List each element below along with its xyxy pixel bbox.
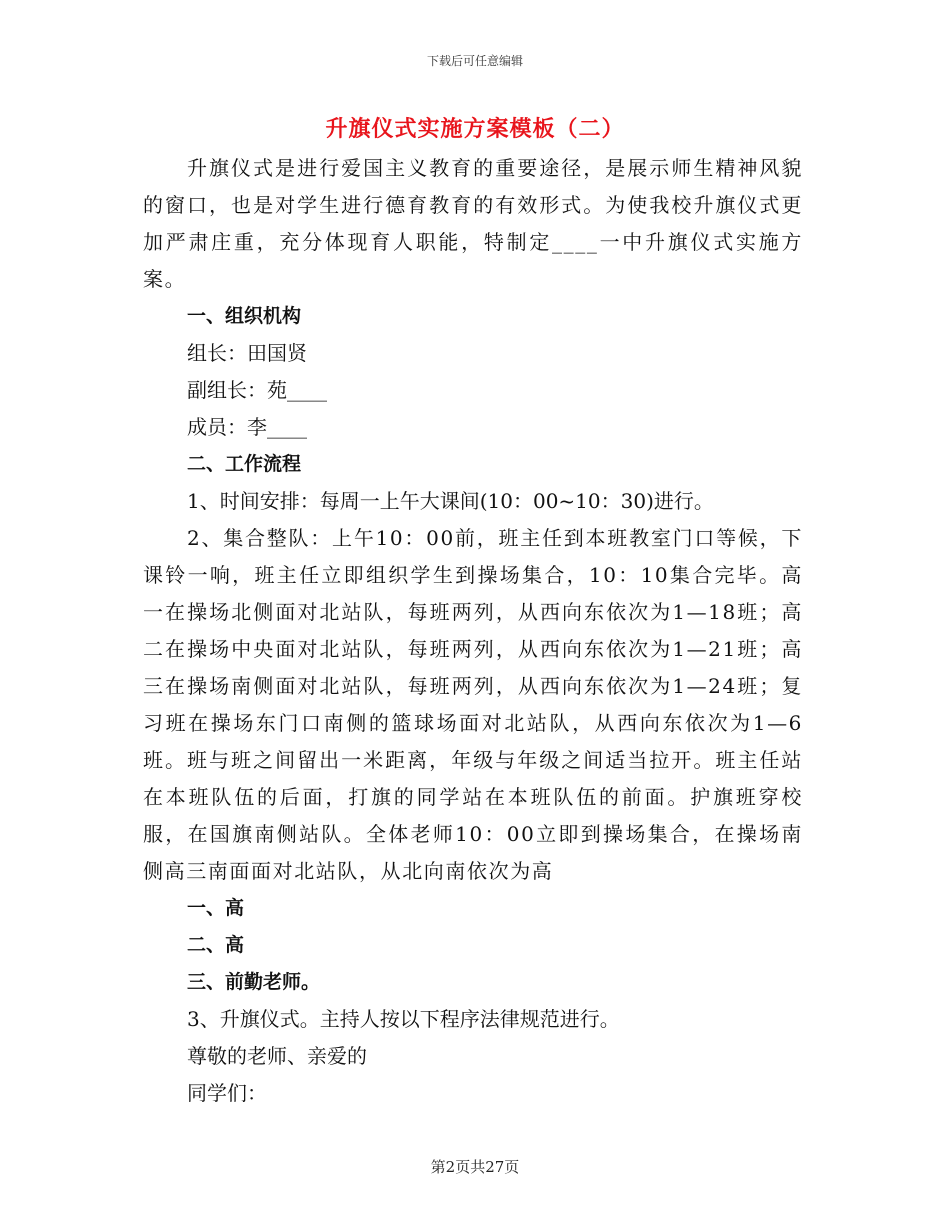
header-note: 下载后可任意编辑 xyxy=(426,54,523,68)
section-heading-workflow: 二、工作流程 xyxy=(187,453,302,475)
section-heading-organization: 一、组织机构 xyxy=(187,305,302,327)
org-deputy: 副组长：苑____ xyxy=(187,378,327,402)
page-footer: 第2页共27页 xyxy=(430,1158,520,1176)
document-body xyxy=(143,150,803,1112)
workflow-item-time: 1、时间安排：每周一上午大课间(10：00~10：30)进行。 xyxy=(187,489,714,513)
org-members: 成员：李____ xyxy=(187,415,307,439)
document-title: 升旗仪式实施方案模板（二） xyxy=(325,116,625,142)
workflow-item-ceremony: 3、升旗仪式。主持人按以下程序法律规范进行。 xyxy=(187,1007,620,1031)
grade-sub-item-3: 三、前勤老师。 xyxy=(187,971,321,993)
intro-paragraph: 升旗仪式是进行爱国主义教育的重要途径，是展示师生精神风貌的窗口，也是对学生进行德育教育的有效形式。为使我校升旗仪式更加严肃庄重，充分体现育人职能，特制定____一中升旗仪式实施方案。 xyxy=(143,156,803,291)
workflow-item-assembly: 2、集合整队：上午10：00前，班主任到本班教室门口等候，下课铃一响，班主任立即组织学生到操场集合，10：10集合完毕。高一在操场北侧面对北站队，每班两列，从西向东依次为1—18班；高二在操场中央面对北站队，每班两列，从西向东依次为1—21班；高三在操场南侧面对北站队，每班两列，从西向东依次为1—24班；复习班在操场东门口南侧的篮球场面对北站队，从西向东依次为1—6班。班与班之间留出一米距离，年级与年级之间适当拉开。班主任站在本班队伍的后面，打旗的同学站在本班队伍的前面。护旗班穿校服，在国旗南侧站队。全体老师10：00立即到操场集合，在操场南侧高三南面面对北站队，从北向南依次为高 xyxy=(143,526,803,883)
greeting-line-1: 尊敬的老师、亲爱的 xyxy=(187,1044,367,1068)
grade-sub-item-2: 二、高 xyxy=(187,934,245,956)
org-leader: 组长：田国贤 xyxy=(187,341,307,365)
grade-sub-item-1: 一、高 xyxy=(187,897,245,919)
greeting-line-2: 同学们： xyxy=(187,1081,267,1105)
